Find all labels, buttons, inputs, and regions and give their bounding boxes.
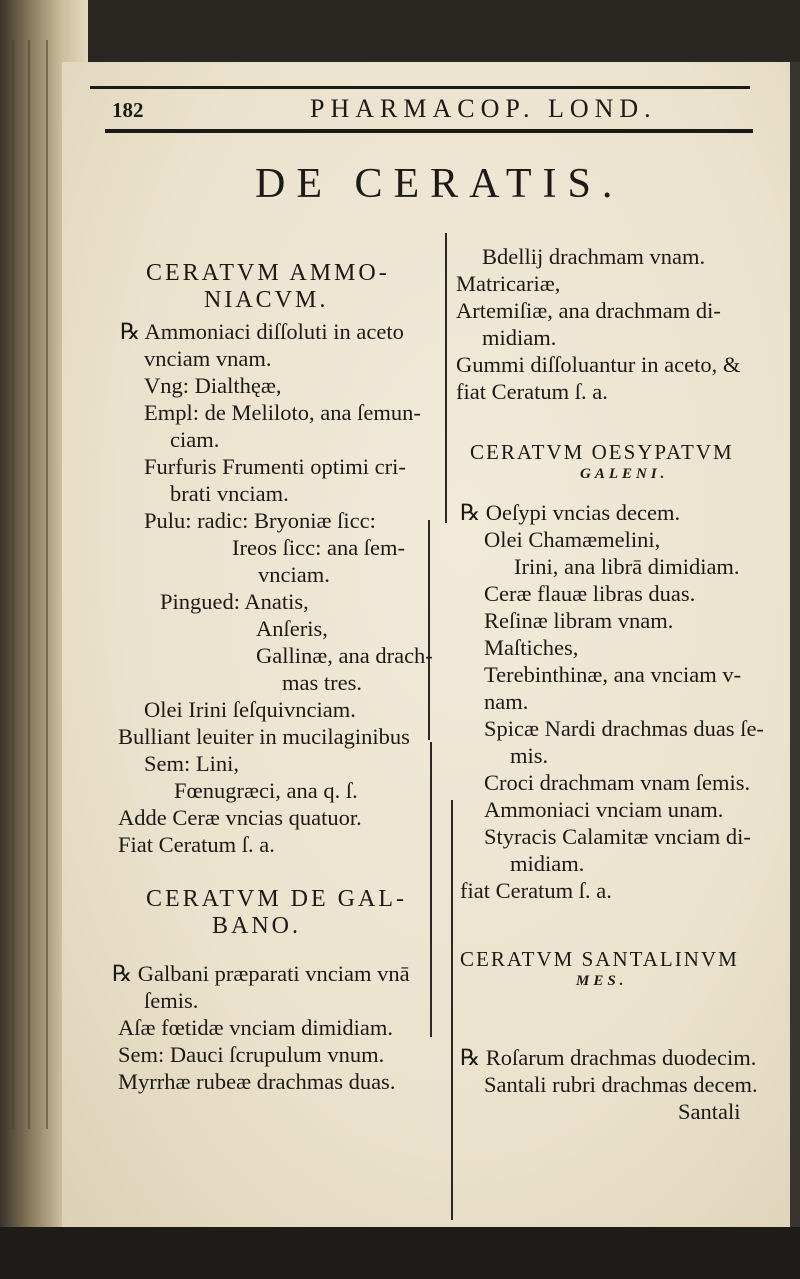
column-rule bbox=[428, 520, 430, 740]
recipe-line: ſemis. bbox=[144, 988, 199, 1013]
column-rule bbox=[430, 742, 432, 1037]
recipe-line: vnciam. bbox=[258, 562, 330, 587]
recipe-line: nam. bbox=[484, 689, 529, 714]
section-heading-galbanum-1: CERATVM DE GAL- bbox=[146, 886, 407, 912]
spine-stitch bbox=[12, 40, 14, 1129]
section-subheading-galeni: GALENI. bbox=[580, 466, 669, 482]
section-heading-santalinum: CERATVM SANTALINVM bbox=[460, 947, 739, 971]
recipe-line: ℞ Oeſypi vncias decem. bbox=[460, 500, 681, 525]
section-heading-oesypatum: CERATVM OESYPATVM bbox=[470, 440, 734, 464]
column-rule bbox=[451, 800, 453, 1220]
catchword: Santali bbox=[678, 1099, 741, 1124]
recipe-line: Sem: Lini, bbox=[144, 751, 239, 776]
recipe-line: ℞ Roſarum drachmas duodecim. bbox=[460, 1045, 757, 1070]
recipe-line: Vng: Dialthęæ, bbox=[144, 373, 282, 398]
recipe-line: Pingued: Anatis, bbox=[160, 589, 309, 614]
recipe-line: Spicæ Nardi drachmas duas ſe- bbox=[484, 716, 764, 741]
recipe-line: ciam. bbox=[170, 427, 220, 452]
recipe-line: Aſæ fœtidæ vnciam dimidiam. bbox=[118, 1015, 393, 1040]
recipe-line: Gummi diſſoluantur in aceto, & bbox=[456, 352, 741, 377]
recipe-line: Matricariæ, bbox=[456, 271, 561, 296]
column-rule bbox=[445, 233, 447, 523]
recipe-line: Empl: de Meliloto, ana ſemun- bbox=[144, 400, 421, 425]
spine-stitch bbox=[46, 40, 48, 1129]
recipe-line: Sem: Dauci ſcrupulum vnum. bbox=[118, 1042, 385, 1067]
recipe-line: Ceræ flauæ libras duas. bbox=[484, 581, 696, 606]
section-heading-ammoniacum-1: CERATVM AMMO- bbox=[146, 260, 390, 286]
recipe-line: Santali rubri drachmas decem. bbox=[484, 1072, 758, 1097]
recipe-line: vnciam vnam. bbox=[144, 346, 272, 371]
section-subheading-mes: MES. bbox=[576, 973, 628, 989]
recipe-line: brati vnciam. bbox=[170, 481, 289, 506]
scan-bottom-border bbox=[0, 1227, 800, 1279]
recipe-line: Anſeris, bbox=[256, 616, 328, 641]
recipe-line: Artemiſiæ, ana drachmam di- bbox=[456, 298, 721, 323]
header-bottom-rule bbox=[105, 129, 753, 133]
recipe-line: Croci drachmam vnam ſemis. bbox=[484, 770, 751, 795]
recipe-line: mis. bbox=[510, 743, 549, 768]
recipe-line: fiat Ceratum ſ. a. bbox=[456, 379, 608, 404]
recipe-line: Gallinæ, ana drach- bbox=[256, 643, 433, 668]
recipe-line: Furfuris Frumenti optimi cri- bbox=[144, 454, 406, 479]
recipe-line: fiat Ceratum ſ. a. bbox=[460, 878, 612, 903]
recipe-line: Fœnugræci, ana q. ſ. bbox=[174, 778, 358, 803]
recipe-line: Styracis Calamitæ vnciam di- bbox=[484, 824, 751, 849]
recipe-line: Irini, ana librā dimidiam. bbox=[514, 554, 740, 579]
recipe-line: midiam. bbox=[482, 325, 557, 350]
recipe-line: Pulu: radic: Bryoniæ ſicc: bbox=[144, 508, 376, 533]
recipe-line: Ireos ſicc: ana ſem- bbox=[232, 535, 406, 560]
recipe-line: Myrrhæ rubeæ drachmas duas. bbox=[118, 1069, 396, 1094]
recipe-line: ℞ Galbani præparati vnciam vnā bbox=[112, 961, 410, 986]
running-title: PHARMACOP. LOND. bbox=[310, 94, 657, 123]
recipe-line: mas tres. bbox=[282, 670, 362, 695]
recipe-line: Maſtiches, bbox=[484, 635, 579, 660]
recipe-line: Ammoniaci vnciam unam. bbox=[484, 797, 724, 822]
recipe-line: ℞ Ammoniaci diſſoluti in aceto bbox=[120, 319, 404, 344]
recipe-line: midiam. bbox=[510, 851, 585, 876]
page-edge-shadow bbox=[790, 62, 800, 1227]
recipe-line: Reſinæ libram vnam. bbox=[484, 608, 674, 633]
recipe-line: Terebinthinæ, ana vnciam v- bbox=[484, 662, 742, 687]
spine-stitch bbox=[28, 40, 30, 1129]
page-number: 182 bbox=[112, 98, 144, 122]
recipe-line: Bulliant leuiter in mucilaginibus bbox=[118, 724, 410, 749]
recipe-line: Bdellij drachmam vnam. bbox=[482, 244, 706, 269]
recipe-line: Fiat Ceratum ſ. a. bbox=[118, 832, 275, 857]
recipe-line: Adde Ceræ vncias quatuor. bbox=[118, 805, 362, 830]
section-heading-galbanum-2: BANO. bbox=[212, 913, 302, 939]
recipe-line: Olei Irini ſeſquivnciam. bbox=[144, 697, 356, 722]
header-top-rule bbox=[90, 86, 750, 89]
page-title: DE CERATIS. bbox=[255, 161, 624, 207]
recipe-line: Olei Chamæmelini, bbox=[484, 527, 661, 552]
section-heading-ammoniacum-2: NIACVM. bbox=[204, 287, 329, 313]
